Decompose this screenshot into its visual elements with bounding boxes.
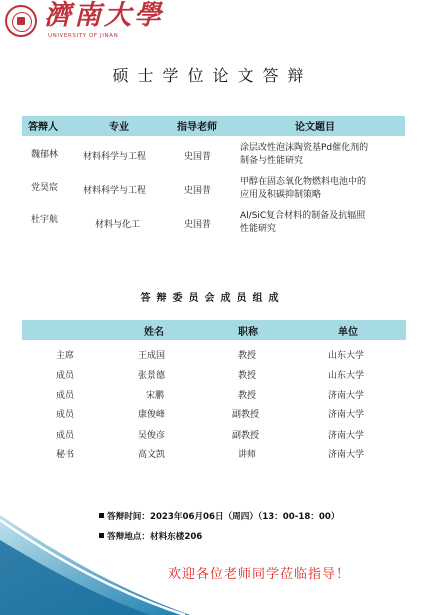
member-role: 成员	[56, 371, 75, 381]
member-role: 秘书	[56, 450, 75, 460]
member-rank: 教授	[238, 371, 257, 381]
student-major: 材料与化工	[95, 220, 141, 230]
defense-place	[99, 530, 202, 542]
member-unit: 济南大学	[328, 450, 365, 460]
thesis-title-line1: Al/SiC复合材料的制备及抗辐照	[240, 211, 366, 221]
student-advisor: 史国普	[184, 220, 212, 230]
member-unit: 山东大学	[328, 351, 365, 361]
student-advisor: 史国普	[184, 152, 212, 162]
member-rank: 教授	[238, 391, 257, 401]
committee-title: 答辩委员会成员组成	[140, 293, 285, 304]
member-rank: 讲师	[238, 450, 257, 460]
defense-time-text: 答辩时间：2023年06月06日（周四）（13：00-18：00）	[107, 512, 340, 522]
university-logo-english: UNIVERSITY OF JINAN	[48, 33, 119, 39]
member-name: 康俊峰	[138, 410, 166, 420]
header-student: 答辩人	[28, 122, 58, 133]
thesis-title-line2: 应用及积碳抑制策略	[240, 190, 322, 200]
member-role: 主席	[56, 351, 75, 361]
header-thesis-title: 论文题目	[295, 122, 335, 133]
member-unit: 济南大学	[328, 391, 365, 401]
member-name: 吴俊彦	[138, 431, 166, 441]
header-name: 姓名	[144, 327, 164, 338]
member-unit: 山东大学	[328, 371, 365, 381]
header-major: 专业	[109, 122, 129, 133]
university-seal-icon	[5, 5, 37, 37]
header-unit: 单位	[338, 327, 358, 338]
thesis-title-line1: 甲醇在固态氧化物燃料电池中的	[240, 177, 367, 187]
student-advisor: 史国普	[184, 186, 212, 196]
welcome-message: 欢迎各位老师同学莅临指导！	[168, 567, 351, 582]
bullet-square-icon	[99, 513, 104, 518]
student-name: 杜宇航	[31, 215, 59, 225]
university-logo-text: 濟南大學	[44, 0, 164, 31]
defense-place-text: 答辩地点：材料东楼206	[107, 532, 203, 542]
thesis-title-line2: 性能研究	[240, 224, 277, 234]
student-name: 党昊宸	[31, 183, 59, 193]
member-role: 成员	[56, 431, 75, 441]
member-unit: 济南大学	[328, 410, 365, 420]
member-rank: 副教授	[232, 410, 260, 420]
student-name: 魏郁林	[31, 150, 59, 160]
student-major: 材料科学与工程	[83, 186, 147, 196]
member-rank: 副教授	[232, 431, 260, 441]
student-major: 材料科学与工程	[83, 152, 147, 162]
header-advisor: 指导老师	[177, 122, 217, 133]
thesis-title-line1: 涂层改性泡沫陶瓷基Pd催化剂的	[240, 143, 369, 153]
member-name: 王成国	[138, 351, 166, 361]
member-name: 高文凯	[138, 450, 166, 460]
member-unit: 济南大学	[328, 431, 365, 441]
member-role: 成员	[56, 391, 75, 401]
page-title: 硕士学位论文答辩	[112, 66, 313, 85]
thesis-title-line2: 制备与性能研究	[240, 156, 304, 166]
member-rank: 教授	[238, 351, 257, 361]
bullet-square-icon	[99, 533, 104, 538]
member-role: 成员	[56, 410, 75, 420]
member-name: 宋鹏	[146, 391, 165, 401]
header-rank: 职称	[238, 327, 258, 338]
member-name: 张景德	[138, 371, 166, 381]
defense-time	[99, 510, 339, 522]
